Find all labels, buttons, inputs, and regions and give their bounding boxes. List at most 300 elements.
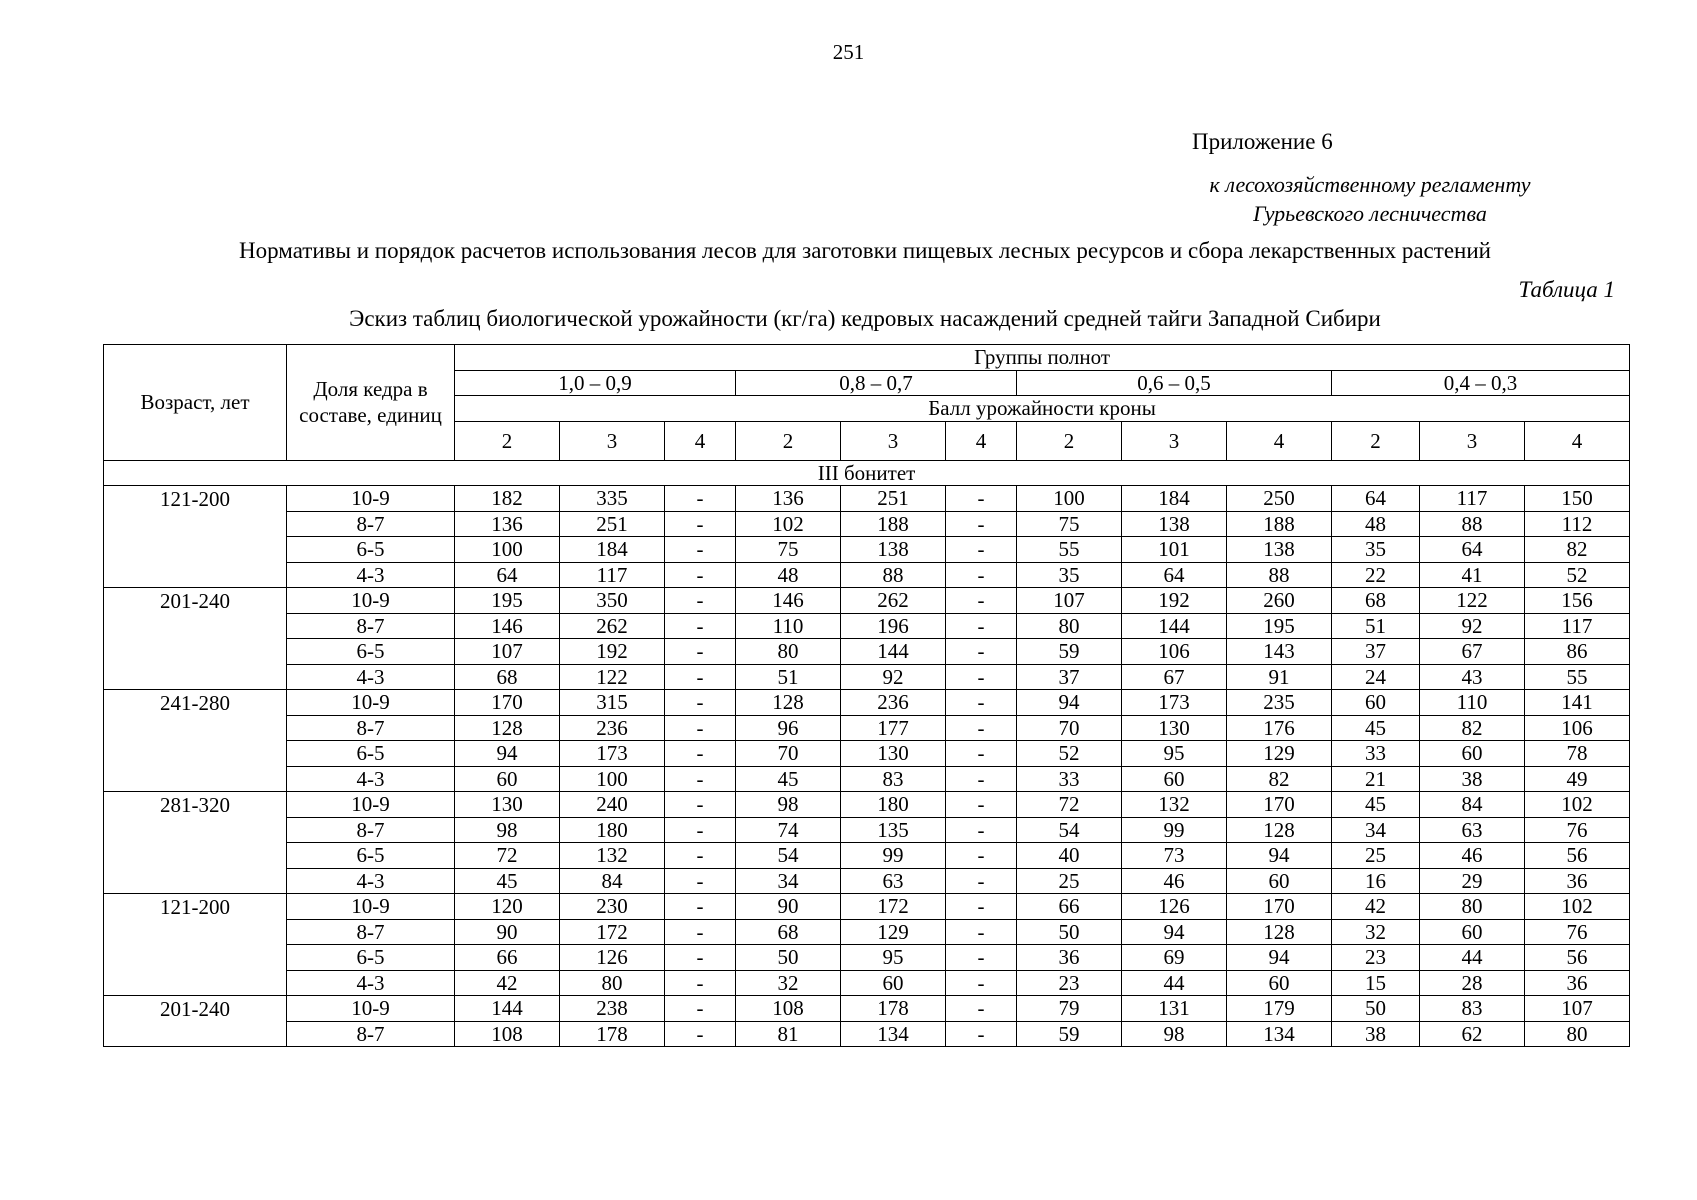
yield-value-cell: -	[665, 894, 736, 920]
cedar-share-cell: 10-9	[287, 588, 455, 614]
yield-value-cell: 238	[560, 996, 665, 1022]
yield-value-cell: 43	[1420, 664, 1525, 690]
yield-table	[103, 344, 1630, 1047]
yield-value-cell: 173	[560, 741, 665, 767]
yield-value-cell: 45	[455, 868, 560, 894]
yield-value-cell: 80	[1420, 894, 1525, 920]
yield-value-cell: 59	[1017, 1021, 1122, 1047]
yield-value-cell: -	[665, 613, 736, 639]
yield-value-cell: 128	[455, 715, 560, 741]
table-row	[104, 996, 1630, 1022]
crown-score-cell: 3	[1122, 421, 1227, 460]
yield-value-cell: 50	[1332, 996, 1420, 1022]
yield-value-cell: 80	[736, 639, 841, 665]
header-crown-score: Балл урожайности кроны	[455, 396, 1630, 422]
table-row	[104, 868, 1630, 894]
age-cell: 241-280	[104, 690, 287, 716]
yield-value-cell: 128	[1227, 919, 1332, 945]
age-cell: 201-240	[104, 588, 287, 614]
yield-value-cell: 179	[1227, 996, 1332, 1022]
yield-value-cell: 25	[1332, 843, 1420, 869]
yield-value-cell: 178	[560, 1021, 665, 1047]
yield-value-cell: 52	[1017, 741, 1122, 767]
yield-value-cell: 98	[455, 817, 560, 843]
yield-value-cell: -	[665, 690, 736, 716]
yield-value-cell: 48	[736, 562, 841, 588]
table-row	[104, 562, 1630, 588]
table-row	[104, 766, 1630, 792]
table-row	[104, 894, 1630, 920]
yield-value-cell: 81	[736, 1021, 841, 1047]
cedar-share-cell: 6-5	[287, 843, 455, 869]
document-title: Нормативы и порядок расчетов использования лесов для заготовки пищевых лесных ресурсов и сбора лекарственных растений	[239, 238, 1491, 263]
yield-value-cell: 83	[841, 766, 946, 792]
yield-value-cell: 70	[736, 741, 841, 767]
yield-value-cell: 134	[1227, 1021, 1332, 1047]
yield-value-cell: 37	[1332, 639, 1420, 665]
age-cell	[104, 664, 287, 690]
age-cell	[104, 817, 287, 843]
yield-value-cell: 94	[1122, 919, 1227, 945]
appendix-label: Приложение 6	[1192, 129, 1333, 154]
yield-value-cell: 126	[560, 945, 665, 971]
cedar-share-cell: 8-7	[287, 817, 455, 843]
yield-value-cell: -	[665, 970, 736, 996]
yield-value-cell: 188	[1227, 511, 1332, 537]
yield-value-cell: 60	[1420, 919, 1525, 945]
cedar-share-cell: 6-5	[287, 537, 455, 563]
yield-value-cell: 80	[1017, 613, 1122, 639]
yield-value-cell: 236	[560, 715, 665, 741]
yield-value-cell: 112	[1525, 511, 1630, 537]
yield-value-cell: 170	[1227, 894, 1332, 920]
yield-value-cell: 40	[1017, 843, 1122, 869]
header-density-groups: Группы полнот	[455, 345, 1630, 371]
yield-value-cell: 180	[841, 792, 946, 818]
yield-value-cell: 192	[1122, 588, 1227, 614]
yield-value-cell: -	[665, 766, 736, 792]
yield-value-cell: -	[946, 945, 1017, 971]
yield-value-cell: 84	[560, 868, 665, 894]
yield-value-cell: -	[946, 970, 1017, 996]
yield-value-cell: 76	[1525, 817, 1630, 843]
yield-value-cell: 80	[560, 970, 665, 996]
density-group: 1,0 – 0,9	[455, 370, 736, 396]
yield-value-cell: 108	[455, 1021, 560, 1047]
yield-value-cell: 90	[736, 894, 841, 920]
yield-value-cell: 144	[455, 996, 560, 1022]
yield-value-cell: 75	[736, 537, 841, 563]
yield-value-cell: 37	[1017, 664, 1122, 690]
yield-value-cell: 45	[736, 766, 841, 792]
yield-value-cell: -	[946, 715, 1017, 741]
yield-value-cell: 146	[455, 613, 560, 639]
yield-value-cell: 315	[560, 690, 665, 716]
yield-value-cell: 138	[1122, 511, 1227, 537]
yield-value-cell: 68	[1332, 588, 1420, 614]
yield-value-cell: 82	[1227, 766, 1332, 792]
yield-value-cell: 144	[1122, 613, 1227, 639]
yield-value-cell: 195	[455, 588, 560, 614]
yield-value-cell: 196	[841, 613, 946, 639]
yield-value-cell: 21	[1332, 766, 1420, 792]
yield-value-cell: 55	[1017, 537, 1122, 563]
yield-value-cell: 262	[841, 588, 946, 614]
yield-value-cell: 42	[1332, 894, 1420, 920]
yield-value-cell: 76	[1525, 919, 1630, 945]
section-row	[104, 460, 1630, 486]
crown-score-cell: 3	[1420, 421, 1525, 460]
yield-value-cell: 68	[455, 664, 560, 690]
yield-value-cell: 35	[1332, 537, 1420, 563]
yield-value-cell: 79	[1017, 996, 1122, 1022]
yield-value-cell: 82	[1525, 537, 1630, 563]
yield-value-cell: -	[665, 843, 736, 869]
yield-value-cell: 33	[1332, 741, 1420, 767]
yield-value-cell: -	[665, 868, 736, 894]
age-cell	[104, 562, 287, 588]
yield-value-cell: 33	[1017, 766, 1122, 792]
yield-value-cell: 131	[1122, 996, 1227, 1022]
regulation-reference	[1150, 170, 1590, 228]
yield-value-cell: 86	[1525, 639, 1630, 665]
yield-value-cell: 170	[1227, 792, 1332, 818]
yield-value-cell: 35	[1017, 562, 1122, 588]
yield-value-cell: 50	[1017, 919, 1122, 945]
yield-value-cell: 108	[736, 996, 841, 1022]
yield-value-cell: -	[946, 792, 1017, 818]
yield-value-cell: 106	[1525, 715, 1630, 741]
yield-value-cell: 64	[1420, 537, 1525, 563]
yield-value-cell: 36	[1525, 868, 1630, 894]
age-cell	[104, 511, 287, 537]
yield-value-cell: 94	[455, 741, 560, 767]
yield-value-cell: 236	[841, 690, 946, 716]
yield-value-cell: 55	[1525, 664, 1630, 690]
yield-value-cell: 66	[455, 945, 560, 971]
yield-value-cell: 70	[1017, 715, 1122, 741]
yield-value-cell: -	[946, 588, 1017, 614]
yield-value-cell: -	[946, 690, 1017, 716]
age-cell	[104, 537, 287, 563]
yield-value-cell: -	[946, 664, 1017, 690]
yield-value-cell: 54	[1017, 817, 1122, 843]
cedar-share-cell: 4-3	[287, 970, 455, 996]
table-body	[104, 460, 1630, 1047]
yield-value-cell: 138	[841, 537, 946, 563]
yield-value-cell: 128	[736, 690, 841, 716]
yield-value-cell: 107	[1017, 588, 1122, 614]
table-row	[104, 843, 1630, 869]
yield-value-cell: 102	[736, 511, 841, 537]
cedar-share-cell: 10-9	[287, 690, 455, 716]
yield-value-cell: 88	[1420, 511, 1525, 537]
yield-value-cell: 50	[736, 945, 841, 971]
yield-value-cell: 141	[1525, 690, 1630, 716]
cedar-share-cell: 8-7	[287, 511, 455, 537]
yield-value-cell: 134	[841, 1021, 946, 1047]
yield-value-cell: 136	[736, 486, 841, 512]
yield-value-cell: 95	[1122, 741, 1227, 767]
header-age: Возраст, лет	[104, 345, 287, 461]
yield-value-cell: 132	[560, 843, 665, 869]
yield-value-cell: 59	[1017, 639, 1122, 665]
yield-value-cell: 240	[560, 792, 665, 818]
yield-value-cell: -	[665, 817, 736, 843]
yield-value-cell: 129	[1227, 741, 1332, 767]
yield-value-cell: 91	[1227, 664, 1332, 690]
yield-value-cell: 56	[1525, 945, 1630, 971]
yield-value-cell: 95	[841, 945, 946, 971]
age-cell	[104, 945, 287, 971]
age-cell	[104, 613, 287, 639]
yield-value-cell: 74	[736, 817, 841, 843]
yield-value-cell: -	[665, 945, 736, 971]
yield-value-cell: 32	[736, 970, 841, 996]
yield-value-cell: 172	[841, 894, 946, 920]
yield-value-cell: 48	[1332, 511, 1420, 537]
density-group: 0,6 – 0,5	[1017, 370, 1332, 396]
yield-value-cell: 36	[1017, 945, 1122, 971]
yield-value-cell: 44	[1122, 970, 1227, 996]
cedar-share-cell: 4-3	[287, 766, 455, 792]
yield-value-cell: 188	[841, 511, 946, 537]
yield-value-cell: 92	[841, 664, 946, 690]
yield-value-cell: 52	[1525, 562, 1630, 588]
table-row	[104, 588, 1630, 614]
yield-value-cell: 75	[1017, 511, 1122, 537]
cedar-share-cell: 4-3	[287, 868, 455, 894]
cedar-share-cell: 4-3	[287, 562, 455, 588]
table-number: Таблица 1	[1518, 277, 1615, 302]
yield-value-cell: -	[665, 486, 736, 512]
yield-value-cell: 195	[1227, 613, 1332, 639]
age-cell: 121-200	[104, 486, 287, 512]
yield-value-cell: 60	[1420, 741, 1525, 767]
table-row	[104, 511, 1630, 537]
yield-value-cell: 262	[560, 613, 665, 639]
yield-value-cell: 38	[1332, 1021, 1420, 1047]
yield-value-cell: -	[946, 613, 1017, 639]
yield-value-cell: 25	[1017, 868, 1122, 894]
page-number: 251	[832, 40, 865, 64]
yield-value-cell: 28	[1420, 970, 1525, 996]
yield-value-cell: -	[946, 894, 1017, 920]
yield-value-cell: 82	[1420, 715, 1525, 741]
yield-value-cell: 110	[1420, 690, 1525, 716]
yield-value-cell: 45	[1332, 715, 1420, 741]
yield-value-cell: 102	[1525, 894, 1630, 920]
yield-value-cell: -	[946, 562, 1017, 588]
yield-value-cell: 138	[1227, 537, 1332, 563]
regulation-line: к лесохозяйственному регламенту	[1209, 172, 1531, 197]
age-cell	[104, 868, 287, 894]
yield-value-cell: 51	[1332, 613, 1420, 639]
yield-value-cell: 117	[560, 562, 665, 588]
yield-value-cell: -	[946, 919, 1017, 945]
table-row	[104, 945, 1630, 971]
yield-value-cell: 90	[455, 919, 560, 945]
yield-value-cell: 100	[455, 537, 560, 563]
yield-value-cell: 67	[1420, 639, 1525, 665]
yield-value-cell: 60	[455, 766, 560, 792]
regulation-line: Гурьевского лесничества	[1253, 201, 1487, 226]
table-row	[104, 970, 1630, 996]
yield-value-cell: 49	[1525, 766, 1630, 792]
yield-value-cell: 68	[736, 919, 841, 945]
yield-value-cell: 99	[1122, 817, 1227, 843]
yield-value-cell: 38	[1420, 766, 1525, 792]
table-caption: Эскиз таблиц биологической урожайности (кг/га) кедровых насаждений средней тайги Западной Сибири	[349, 306, 1381, 331]
yield-value-cell: 36	[1525, 970, 1630, 996]
yield-value-cell: -	[665, 639, 736, 665]
yield-value-cell: 34	[1332, 817, 1420, 843]
yield-value-cell: 23	[1332, 945, 1420, 971]
yield-value-cell: -	[946, 766, 1017, 792]
crown-score-cell: 2	[1017, 421, 1122, 460]
yield-value-cell: 250	[1227, 486, 1332, 512]
density-group: 0,8 – 0,7	[736, 370, 1017, 396]
yield-value-cell: 156	[1525, 588, 1630, 614]
yield-value-cell: 60	[1227, 970, 1332, 996]
yield-value-cell: 184	[560, 537, 665, 563]
yield-value-cell: 235	[1227, 690, 1332, 716]
yield-value-cell: -	[665, 664, 736, 690]
cedar-share-cell: 10-9	[287, 792, 455, 818]
yield-value-cell: 92	[1420, 613, 1525, 639]
yield-value-cell: 101	[1122, 537, 1227, 563]
yield-value-cell: 72	[1017, 792, 1122, 818]
yield-value-cell: 46	[1122, 868, 1227, 894]
crown-score-cell: 3	[841, 421, 946, 460]
cedar-share-cell: 10-9	[287, 486, 455, 512]
yield-value-cell: 32	[1332, 919, 1420, 945]
cedar-share-cell: 6-5	[287, 639, 455, 665]
cedar-share-cell: 8-7	[287, 613, 455, 639]
yield-value-cell: 44	[1420, 945, 1525, 971]
yield-value-cell: 122	[1420, 588, 1525, 614]
yield-value-cell: 63	[841, 868, 946, 894]
yield-value-cell: 16	[1332, 868, 1420, 894]
yield-value-cell: 22	[1332, 562, 1420, 588]
yield-value-cell: 51	[736, 664, 841, 690]
table-header	[104, 345, 1630, 461]
crown-score-cell: 2	[455, 421, 560, 460]
yield-value-cell: 130	[841, 741, 946, 767]
yield-value-cell: -	[946, 868, 1017, 894]
age-cell: 121-200	[104, 894, 287, 920]
yield-value-cell: 56	[1525, 843, 1630, 869]
cedar-share-cell: 6-5	[287, 945, 455, 971]
yield-value-cell: 96	[736, 715, 841, 741]
crown-score-cell: 4	[1525, 421, 1630, 460]
yield-value-cell: 107	[1525, 996, 1630, 1022]
yield-value-cell: 41	[1420, 562, 1525, 588]
yield-value-cell: -	[665, 919, 736, 945]
yield-value-cell: 173	[1122, 690, 1227, 716]
yield-value-cell: -	[665, 537, 736, 563]
table-row	[104, 639, 1630, 665]
yield-value-cell: 100	[560, 766, 665, 792]
yield-value-cell: 260	[1227, 588, 1332, 614]
yield-value-cell: 117	[1420, 486, 1525, 512]
yield-value-cell: 129	[841, 919, 946, 945]
yield-value-cell: 128	[1227, 817, 1332, 843]
yield-value-cell: 350	[560, 588, 665, 614]
yield-value-cell: 98	[736, 792, 841, 818]
table-row	[104, 664, 1630, 690]
yield-value-cell: 150	[1525, 486, 1630, 512]
table-row	[104, 715, 1630, 741]
table-row	[104, 817, 1630, 843]
yield-value-cell: 130	[1122, 715, 1227, 741]
yield-value-cell: 192	[560, 639, 665, 665]
yield-value-cell: 46	[1420, 843, 1525, 869]
yield-value-cell: 136	[455, 511, 560, 537]
yield-value-cell: -	[665, 562, 736, 588]
age-cell	[104, 919, 287, 945]
yield-value-cell: 170	[455, 690, 560, 716]
table-row	[104, 486, 1630, 512]
yield-value-cell: 63	[1420, 817, 1525, 843]
yield-value-cell: 34	[736, 868, 841, 894]
yield-value-cell: 146	[736, 588, 841, 614]
yield-value-cell: 64	[1122, 562, 1227, 588]
yield-value-cell: 230	[560, 894, 665, 920]
cedar-share-cell: 8-7	[287, 1021, 455, 1047]
yield-value-cell: -	[946, 817, 1017, 843]
yield-value-cell: 143	[1227, 639, 1332, 665]
crown-score-cell: 4	[665, 421, 736, 460]
yield-value-cell: 78	[1525, 741, 1630, 767]
cedar-share-cell: 10-9	[287, 894, 455, 920]
yield-value-cell: 120	[455, 894, 560, 920]
yield-value-cell: 335	[560, 486, 665, 512]
yield-value-cell: 176	[1227, 715, 1332, 741]
yield-value-cell: 83	[1420, 996, 1525, 1022]
yield-value-cell: 126	[1122, 894, 1227, 920]
yield-value-cell: 64	[1332, 486, 1420, 512]
yield-value-cell: 117	[1525, 613, 1630, 639]
yield-value-cell: 23	[1017, 970, 1122, 996]
age-cell	[104, 843, 287, 869]
yield-value-cell: 98	[1122, 1021, 1227, 1047]
yield-value-cell: 251	[560, 511, 665, 537]
cedar-share-cell: 8-7	[287, 919, 455, 945]
yield-value-cell: 84	[1420, 792, 1525, 818]
yield-value-cell: 54	[736, 843, 841, 869]
yield-value-cell: -	[946, 996, 1017, 1022]
yield-value-cell: 177	[841, 715, 946, 741]
section-label: III бонитет	[104, 460, 1630, 486]
yield-value-cell: 72	[455, 843, 560, 869]
yield-value-cell: 144	[841, 639, 946, 665]
yield-value-cell: 45	[1332, 792, 1420, 818]
yield-value-cell: 110	[736, 613, 841, 639]
cedar-share-cell: 10-9	[287, 996, 455, 1022]
age-cell	[104, 1021, 287, 1047]
yield-value-cell: 180	[560, 817, 665, 843]
crown-score-cell: 2	[1332, 421, 1420, 460]
header-cedar-share: Доля кедра в составе, единиц	[287, 345, 455, 461]
yield-value-cell: -	[946, 1021, 1017, 1047]
age-cell	[104, 741, 287, 767]
yield-value-cell: 132	[1122, 792, 1227, 818]
density-group: 0,4 – 0,3	[1332, 370, 1630, 396]
table-row	[104, 919, 1630, 945]
age-cell: 281-320	[104, 792, 287, 818]
yield-value-cell: -	[665, 741, 736, 767]
